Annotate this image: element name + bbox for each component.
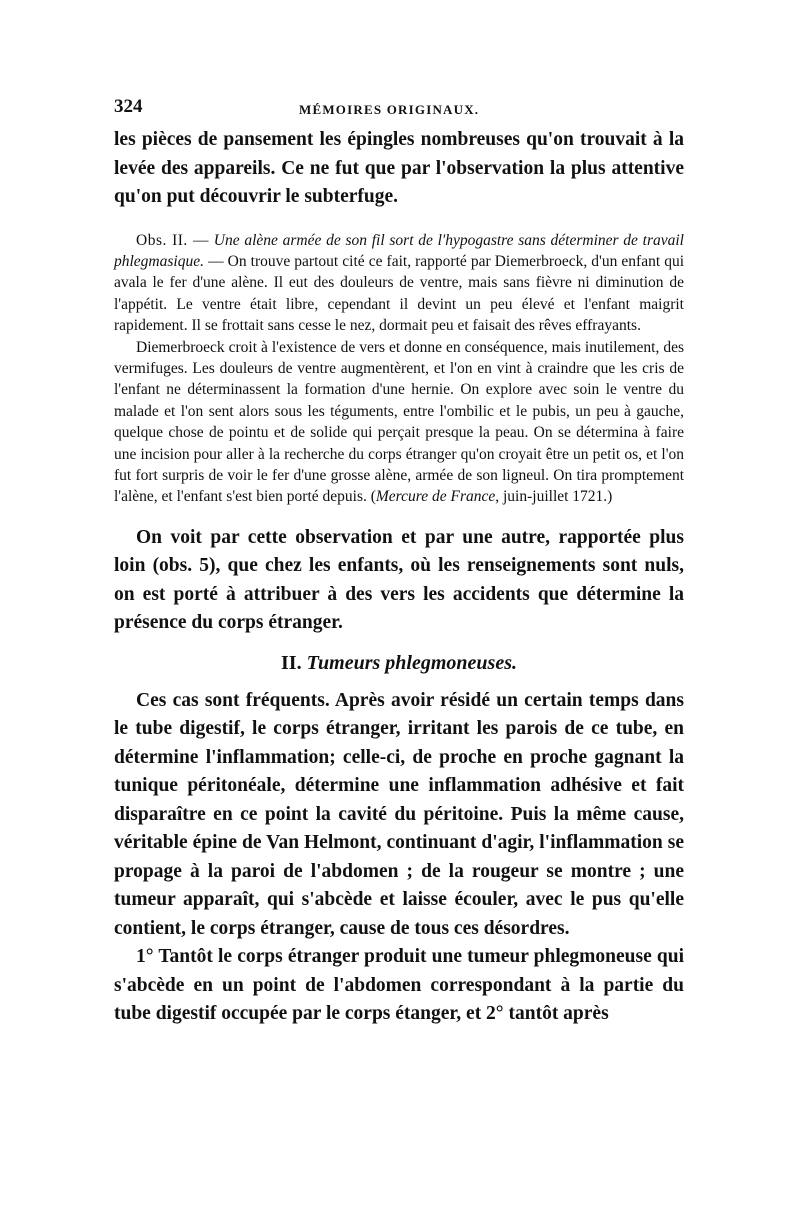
page-number: 324 — [114, 96, 143, 117]
running-head: MÉMOIRES ORIGINAUX. — [299, 102, 480, 117]
observation-title: Une alène armée de son fil sort de l'hypogastre sans déterminer de travail phlegmasique. — [114, 231, 684, 270]
citation-source: Mercure de France — [375, 488, 496, 506]
observation-paragraph — [114, 230, 684, 337]
section-number: II. — [281, 651, 302, 674]
section-title: Tumeurs phlegmoneuses. — [306, 651, 517, 674]
section-heading — [114, 652, 684, 675]
paragraph-continuation: les pièces de pansement les épingles nombreuses qu'on trouvait à la levée des appareils. Ce ne fut que par l'observation la plus attentive qu'on put découvrir le subterfuge. — [114, 129, 684, 207]
commentary-paragraph: On voit par cette observation et par une autre, rapportée plus loin (obs. 5), que chez les enfants, où les renseignements sont nuls, on est porté à attribuer à des vers les accidents que détermine la présence du corps étranger. — [114, 526, 684, 634]
citation-date: , juin-juillet 1721.) — [495, 488, 613, 506]
book-page — [114, 96, 684, 1029]
page-header — [114, 96, 684, 126]
observation-text: — On trouve partout cité ce fait, rapporté par Diemerbroeck, d'un enfant qui avala le fer d'une alène. Il eut des douleurs de ventre, mais sans fièvre ni diminution de l'appétit. Le ventre était libre, cependant il devint un peu élevé et l'enfant maigrit rapidement. Il se frottait sans cesse le nez, dormait peu et faisait des rêves effrayants. — [114, 252, 685, 335]
observation-continuation-text: Diemerbroeck croit à l'existence de vers et donne en conséquence, mais inutilement, des vermifuges. Les douleurs de ventre augmentèrent, et l'on en vint à craindre que les cris de l'enfant ne déterminassent la formation d'une hernie. On explore avec soin le ventre du malade et l'on sent alors sous les téguments, entre l'ombilic et le pubis, un peu à gauche, quelque chose de pointu et de solide qui perçait presque la peau. On se détermina à faire une incision pour aller à la recherche du corps étranger qu'on croyait être un petit os, et l'on fut fort surpris de voir le fer d'une grosse alène, armée de son ligneul. On tira promptement l'alène, et l'enfant s'est bien porté depuis. ( — [114, 338, 684, 506]
numbered-paragraph: 1° Tantôt le corps étranger produit une tumeur phlegmoneuse qui s'abcède en un point de l'abdomen correspondant à la partie du tube digestif occupée par le corps étanger, et 2° tantôt après — [114, 946, 684, 1025]
observation-continuation — [114, 337, 684, 508]
section-paragraph: Ces cas sont fréquents. Après avoir résidé un certain temps dans le tube digestif, le corps étranger, irritant les parois de ce tube, en détermine l'inflammation; celle-ci, de proche en proche gagnant la tunique péritonéale, détermine une inflammation adhésive et fait disparaître en ce point la cavité du péritoine. Puis la même cause, véritable épine de Van Helmont, continuant d'agir, l'inflammation se propage à la paroi de l'abdomen ; de la rougeur se montre ; une tumeur apparaît, qui s'abcède et laisse écouler, avec le pus qu'elle contient, le corps étranger, cause de tous ces désordres. — [114, 689, 684, 939]
observation-label: Obs. II. — — [136, 231, 210, 249]
